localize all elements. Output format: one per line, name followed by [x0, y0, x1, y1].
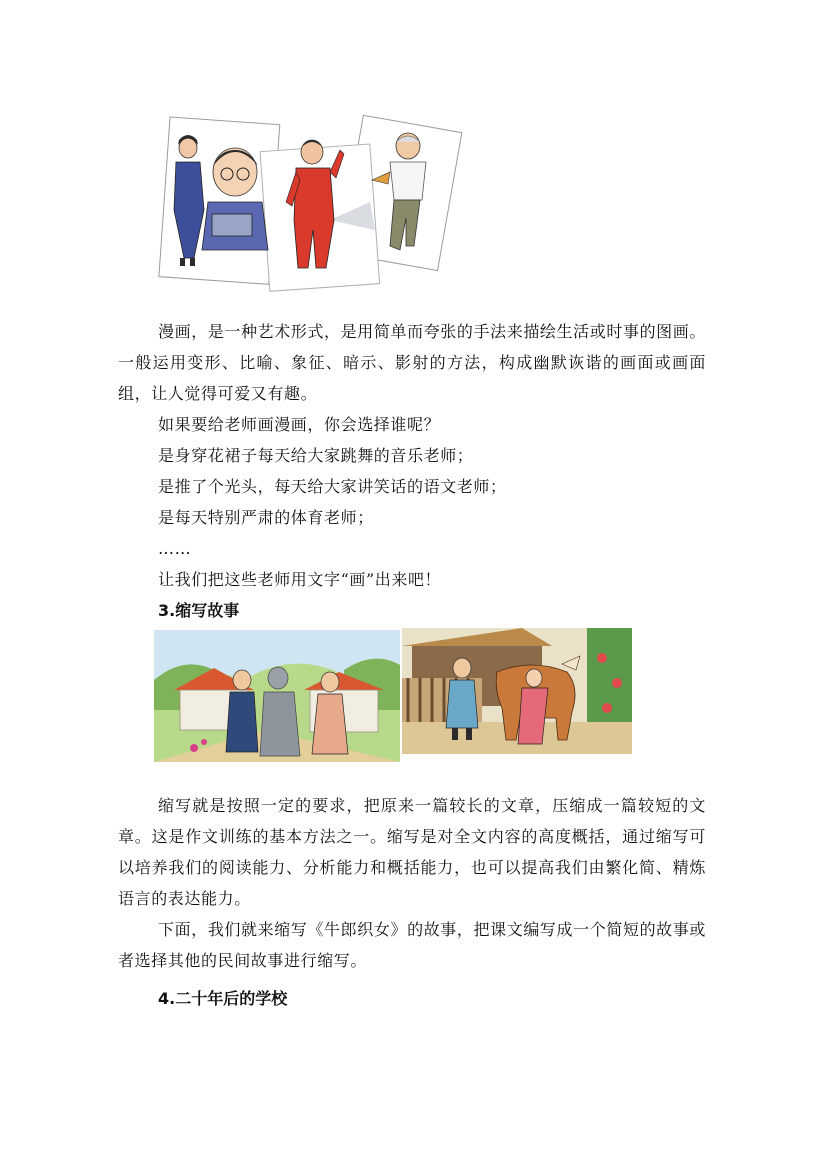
summary-writing-paragraph: 缩写就是按照一定的要求，把原来一篇较长的文章，压缩成一篇较短的文章。这是作文训练的基本方法之一。缩写是对全文内容的高度概括，通过缩写可以培养我们的阅读能力、分析能力和概括能力，也可以提高我们由繁化简、精炼语言的表达能力。 [118, 796, 706, 908]
cowherd-and-weaver-illustration [402, 628, 632, 754]
call-to-action-line: 让我们把这些老师用文字“画”出来吧！ [158, 570, 442, 589]
teacher-cartoons-illustration [150, 110, 470, 300]
comic-intro-paragraph: 漫画，是一种艺术形式，是用简单而夸张的手法来描绘生活或时事的图画。一般运用变形、比喻、象征、暗示、影射的方法，构成幽默诙谐的画面或画面组，让人觉得可爱又有趣。 [118, 322, 706, 403]
cowherd-weaver-paragraph: 下面，我们就来缩写《牛郎织女》的故事，把课文编写成一个简短的故事或者选择其他的民间故事进行缩写。 [118, 920, 706, 970]
ellipsis-line: …… [158, 539, 192, 558]
question-line: 如果要给老师画漫画，你会选择谁呢？ [158, 415, 441, 434]
section-3-heading: 3.缩写故事 [158, 601, 240, 620]
option-music-teacher: 是身穿花裙子每天给大家跳舞的音乐老师； [158, 446, 474, 465]
section-4-heading: 4.二十年后的学校 [158, 989, 288, 1008]
option-pe-teacher: 是每天特别严肃的体育老师； [158, 508, 374, 527]
folk-story-village-illustration [154, 630, 400, 762]
option-chinese-teacher: 是推了个光头，每天给大家讲笑话的语文老师； [158, 477, 507, 496]
